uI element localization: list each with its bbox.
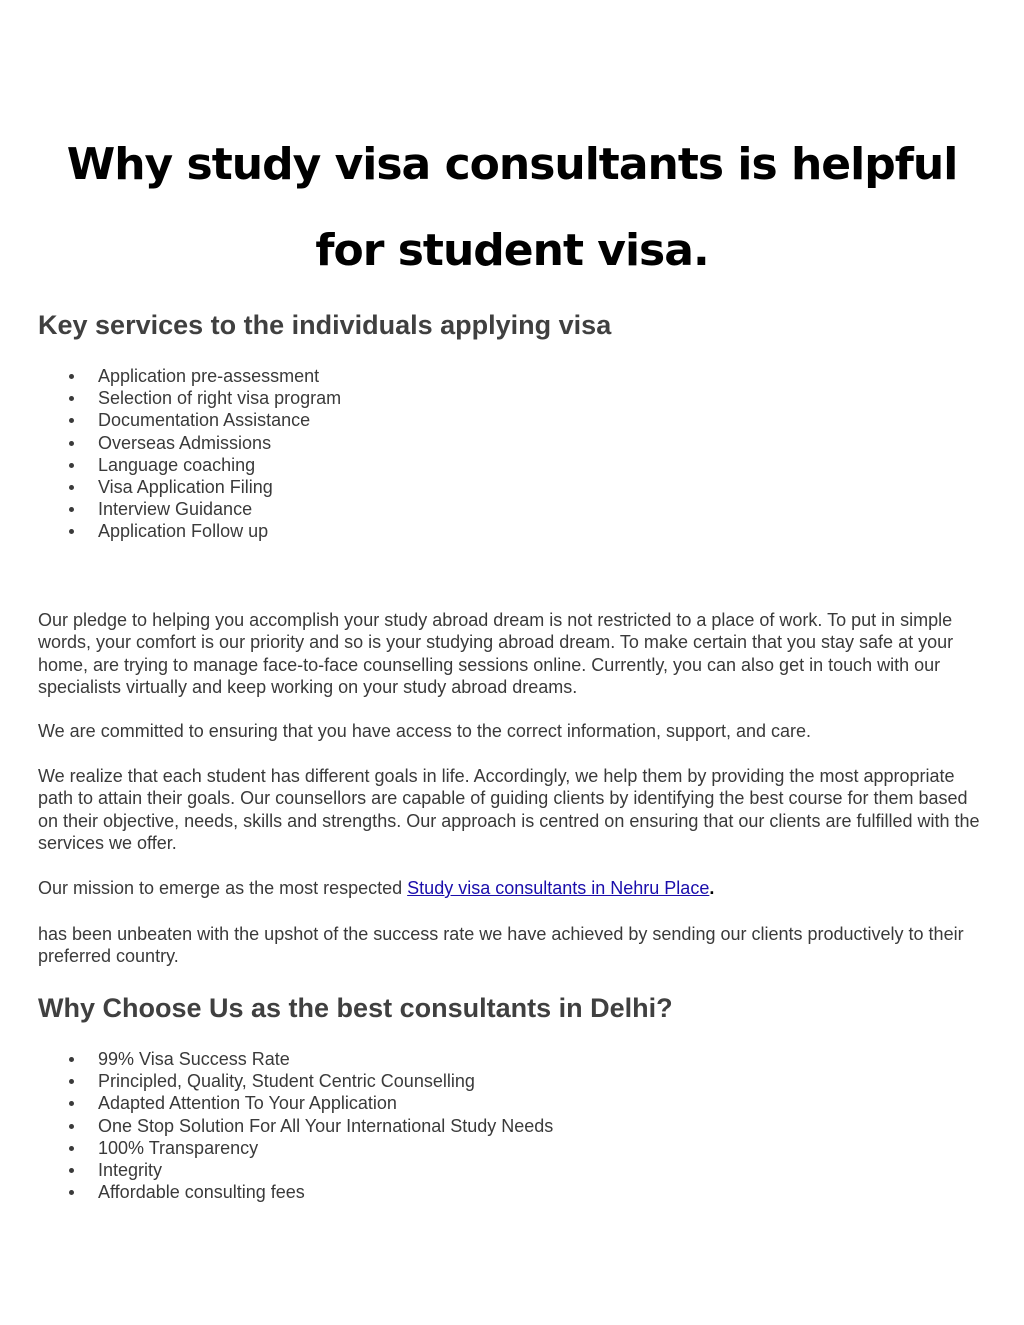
list-item [0, 1092, 553, 1114]
list-item [0, 1048, 553, 1070]
list-item-text: Overseas Admissions [98, 432, 272, 453]
page-title: Why study visa consultants is helpful for student visa. [66, 139, 958, 276]
bullet-icon [69, 396, 74, 401]
bullet-icon [69, 374, 74, 379]
bullet-icon [69, 1146, 74, 1151]
list-item-text: Language coaching [98, 454, 256, 475]
list-item [0, 454, 341, 476]
bullet-icon [69, 529, 74, 534]
list-item [0, 476, 341, 498]
mission-text: Our mission to emerge as the most respected [38, 878, 408, 898]
list-item-text: Application Follow up [98, 521, 269, 542]
list-item [0, 409, 341, 431]
list-item-text: Principled, Quality, Student Centric Counselling [98, 1071, 475, 1092]
why-choose-list [0, 1048, 553, 1203]
unbeaten-paragraph: has been unbeaten with the upshot of the success rate we have achieved by sending our clients productively to their preferred country. [38, 924, 964, 967]
list-item-text: Selection of right visa program [98, 388, 342, 409]
list-item-text: Application pre-assessment [98, 366, 320, 386]
realize-paragraph: We realize that each student has different goals in life. Accordingly, we help them by providing the most appropriate path to attain their goals. Our counsellors are capable of guiding clients by identifying the best course for them based on their objective, needs, skills and strengths. Our approach is centred on ensuring that our clients are fulfilled with the services we offer. [38, 766, 980, 854]
bullet-icon [69, 1190, 74, 1195]
list-item [0, 387, 341, 409]
list-item-text: Integrity [98, 1160, 163, 1181]
bullet-icon [69, 1124, 74, 1129]
list-item-text: Documentation Assistance [98, 410, 311, 431]
list-item-text: Affordable consulting fees [98, 1182, 305, 1203]
list-item-text: Interview Guidance [98, 499, 253, 520]
bullet-icon [69, 1079, 74, 1084]
bullet-icon [69, 1057, 74, 1062]
bullet-icon [69, 507, 74, 512]
bullet-icon [69, 485, 74, 490]
committed-paragraph: We are committed to ensuring that you have access to the correct information, support, and care. [38, 721, 812, 741]
list-item [0, 1181, 553, 1203]
list-item [0, 365, 341, 387]
study-visa-consultants-link[interactable]: Study visa consultants in Nehru Place [407, 878, 710, 898]
list-item-text: One Stop Solution For All Your International Study Needs [98, 1115, 554, 1136]
list-item [0, 1137, 553, 1159]
bullet-icon [69, 463, 74, 468]
bullet-icon [69, 418, 74, 423]
why-choose-heading: Why Choose Us as the best consultants in Delhi? [38, 993, 673, 1023]
mission-period: . [709, 878, 715, 898]
services-heading: Key services to the individuals applying visa [38, 310, 612, 340]
list-item [0, 1070, 553, 1092]
list-item [0, 1159, 553, 1181]
bullet-icon [69, 441, 74, 446]
bullet-icon [69, 1168, 74, 1173]
list-item [0, 432, 341, 454]
mission-paragraph [38, 877, 988, 899]
list-item-text: 100% Transparency [98, 1137, 259, 1158]
list-item [0, 498, 341, 520]
list-item-text: Adapted Attention To Your Application [98, 1093, 397, 1114]
list-item [0, 1115, 553, 1137]
list-item-text: Visa Application Filing [98, 477, 273, 498]
list-item-text: 99% Visa Success Rate [98, 1049, 290, 1069]
list-item [0, 520, 341, 542]
bullet-icon [69, 1101, 74, 1106]
services-list [0, 365, 341, 543]
pledge-paragraph: Our pledge to helping you accomplish your study abroad dream is not restricted to a place of work. To put in simple words, your comfort is our priority and so is your studying abroad dream. To make certain that you stay safe at your home, are trying to manage face-to-face counselling sessions online. Currently, you can also get in touch with our specialists virtually and keep working on your study abroad dreams. [38, 610, 954, 698]
